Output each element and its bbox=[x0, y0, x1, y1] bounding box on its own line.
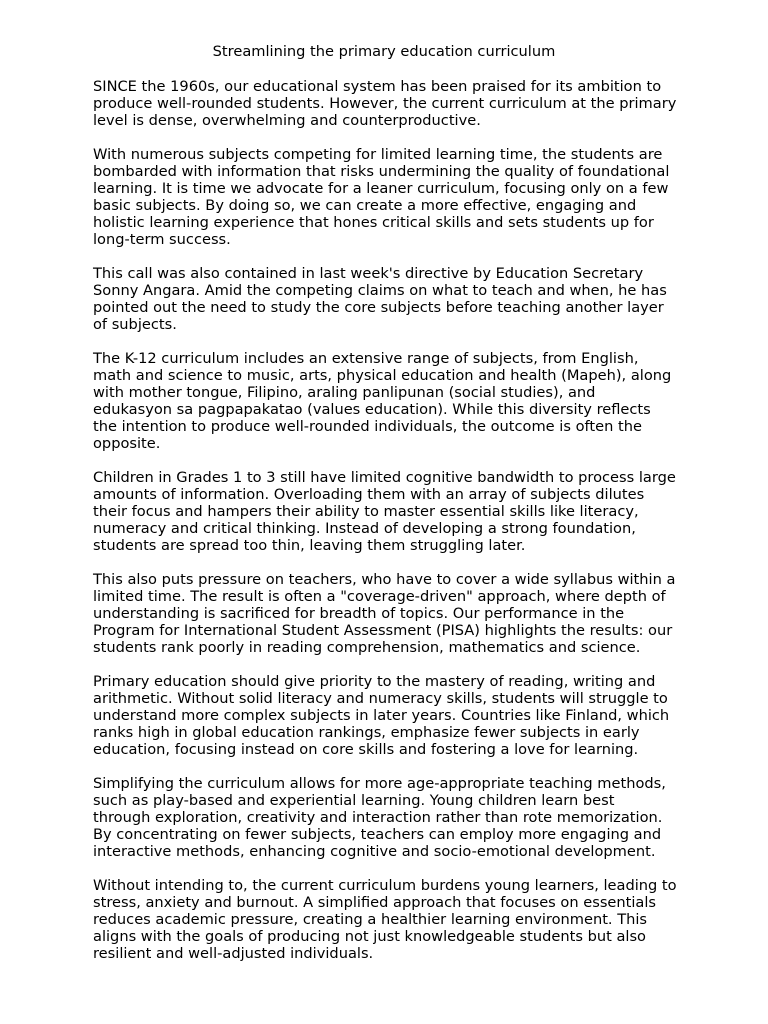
text-line: their focus and hampers their ability to master essential skills like literacy, bbox=[93, 503, 639, 520]
text-line: holistic learning experience that hones critical skills and sets students up for bbox=[93, 214, 654, 231]
text-line: pointed out the need to study the core subjects before teaching another layer bbox=[93, 299, 664, 316]
text-line: By concentrating on fewer subjects, teachers can employ more engaging and bbox=[93, 826, 662, 843]
text-line: of subjects. bbox=[93, 316, 177, 333]
paragraph-8 bbox=[93, 775, 723, 860]
paragraph-5 bbox=[93, 469, 723, 554]
text-line: Primary education should give priority to the mastery of reading, writing and bbox=[93, 673, 656, 690]
text-line: long-term success. bbox=[93, 231, 231, 248]
text-line: edukasyon sa pagpapakatao (values education). While this diversity reflects bbox=[93, 401, 651, 418]
text-line: limited time. The result is often a "coverage-driven" approach, where depth of bbox=[93, 588, 666, 605]
text-line: level is dense, overwhelming and counterproductive. bbox=[93, 112, 481, 129]
text-line: resilient and well-adjusted individuals. bbox=[93, 945, 374, 962]
paragraph-2 bbox=[93, 146, 723, 248]
text-line: SINCE the 1960s, our educational system has been praised for its ambition to bbox=[93, 78, 662, 95]
text-line: understanding is sacrificed for breadth of topics. Our performance in the bbox=[93, 605, 625, 622]
paragraph-7 bbox=[93, 673, 723, 758]
text-line: numeracy and critical thinking. Instead of developing a strong foundation, bbox=[93, 520, 636, 537]
paragraph-1 bbox=[93, 78, 723, 129]
text-line: bombarded with information that risks undermining the quality of foundational bbox=[93, 163, 670, 180]
text-line: ranks high in global education rankings, emphasize fewer subjects in early bbox=[93, 724, 640, 741]
text-line: The K-12 curriculum includes an extensive range of subjects, from English, bbox=[93, 350, 639, 367]
text-line: With numerous subjects competing for limited learning time, the students are bbox=[93, 146, 663, 163]
document-title: Streamlining the primary education curriculum bbox=[212, 43, 556, 60]
text-line: produce well-rounded students. However, the current curriculum at the primary bbox=[93, 95, 677, 112]
document-body bbox=[93, 78, 723, 979]
text-line: Simplifying the curriculum allows for more age-appropriate teaching methods, bbox=[93, 775, 666, 792]
text-line: students are spread too thin, leaving them struggling later. bbox=[93, 537, 526, 554]
text-line: such as play-based and experiential learning. Young children learn best bbox=[93, 792, 615, 809]
paragraph-4 bbox=[93, 350, 723, 452]
text-line: This also puts pressure on teachers, who have to cover a wide syllabus within a bbox=[93, 571, 676, 588]
text-line: This call was also contained in last week's directive by Education Secretary bbox=[93, 265, 644, 282]
paragraph-3 bbox=[93, 265, 723, 333]
text-line: the intention to produce well-rounded individuals, the outcome is often the bbox=[93, 418, 642, 435]
text-line: Program for International Student Assessment (PISA) highlights the results: our bbox=[93, 622, 673, 639]
text-line: math and science to music, arts, physical education and health (Mapeh), along bbox=[93, 367, 672, 384]
text-line: through exploration, creativity and interaction rather than rote memorization. bbox=[93, 809, 663, 826]
text-line: amounts of information. Overloading them with an array of subjects dilutes bbox=[93, 486, 645, 503]
text-line: arithmetic. Without solid literacy and numeracy skills, students will struggle to bbox=[93, 690, 668, 707]
text-line: understand more complex subjects in later years. Countries like Finland, which bbox=[93, 707, 670, 724]
paragraph-9 bbox=[93, 877, 723, 962]
text-line: with mother tongue, Filipino, araling panlipunan (social studies), and bbox=[93, 384, 596, 401]
text-line: basic subjects. By doing so, we can create a more effective, engaging and bbox=[93, 197, 637, 214]
text-line: interactive methods, enhancing cognitive and socio-emotional development. bbox=[93, 843, 656, 860]
text-line: stress, anxiety and burnout. A simplified approach that focuses on essentials bbox=[93, 894, 657, 911]
text-line: students rank poorly in reading comprehension, mathematics and science. bbox=[93, 639, 641, 656]
text-line: learning. It is time we advocate for a leaner curriculum, focusing only on a few bbox=[93, 180, 669, 197]
text-line: Children in Grades 1 to 3 still have limited cognitive bandwidth to process large bbox=[93, 469, 676, 486]
paragraph-6 bbox=[93, 571, 723, 656]
text-line: Without intending to, the current curriculum burdens young learners, leading to bbox=[93, 877, 677, 894]
text-line: Sonny Angara. Amid the competing claims on what to teach and when, he has bbox=[93, 282, 667, 299]
text-line: aligns with the goals of producing not just knowledgeable students but also bbox=[93, 928, 646, 945]
text-line: reduces academic pressure, creating a healthier learning environment. This bbox=[93, 911, 648, 928]
text-line: opposite. bbox=[93, 435, 161, 452]
text-line: education, focusing instead on core skills and fostering a love for learning. bbox=[93, 741, 639, 758]
